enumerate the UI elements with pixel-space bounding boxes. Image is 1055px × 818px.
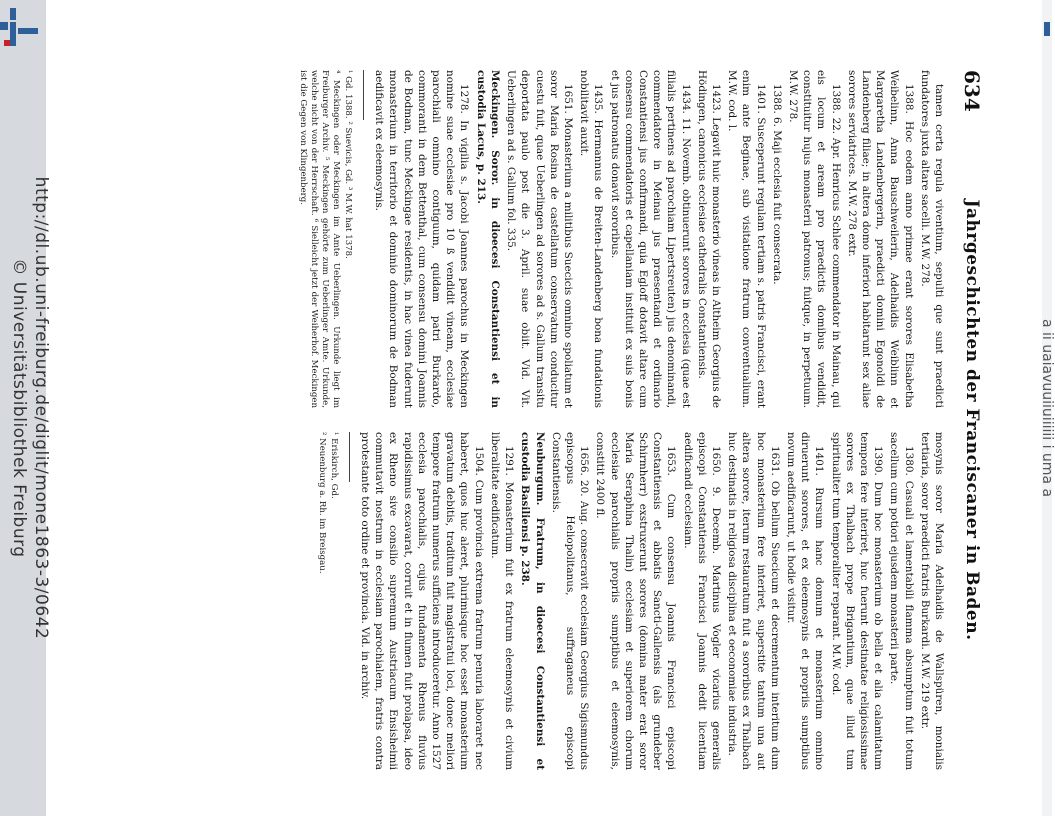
paragraph: tamen certa regula viventium, sepulti que sunt praedicti fundatores juxta altare sacelli. M.W. 278.: [918, 70, 945, 408]
paragraph: mosynis soror Maria Adelhaidis de Wallspüren, monialis tertiaria, soror praedicti fratris Burkardi. M.W. 219 extr.: [918, 432, 945, 770]
paragraph: 1435. Hermannus de Breiten-Landenberg bona fundationis nobilitavit auxit.: [578, 70, 605, 408]
footnote: ¹ Gd. 1388. ² Suevicis, Gd. ³ M.W. hat 1378.: [343, 70, 354, 259]
paragraph: 1651. Monasterium a militibus Suecicis omnino spoliatum et soror Maria Rosina de castellatum conservatum conducitur cuestu fuit, quae Ueberlingen ad sorores ad s. Gallum transitu deportata paulo post die 3. April. suae obiit. Vid. Vit. Ueberlingen ad s. Gallum fol. 335.: [505, 70, 574, 408]
paragraph: 1388. Hoc eodem anno primae erant sorores Elisabetha Weibelinn, Anna Bauschweilerin, Adelhaidis Weiblinn et Margaretha Landenbergerin, praedicti domini Egonoldi de Landenberg filiae; in altera domo inferiori habitarunt sex aliae sorores serviatrices. M.W. 278 extr.: [845, 70, 915, 408]
footnotes-right: [316, 432, 339, 770]
paragraph: 1650. 9. Decemb. Martinus Vogler vicarius generalis episcopi Constantiensis Francisci Joannis dedit licentiam aedificandi ecclesiam.: [681, 432, 722, 770]
scanned-page: [130, 60, 1000, 780]
footnote-rule: [363, 70, 364, 120]
page-number: 634: [960, 70, 984, 112]
paragraph: 1434. 11. Novemb. obtinuerunt sorores in ecclesia (quae est filialis pertinens ad parochiam Lipertsreuten) jus denominandi, commendatore in Meinau jus praesentandi et ordinario Constantiensi jus confirmandi, quia Egloff dotavit altare cum consensu commendatoris et capellaniam instituit ex suis bonis et jus patronatus donavit sororibus.: [608, 70, 692, 408]
paragraph: 1656. 20. Aug. consecravit ecclesiam Georgius Sigismundus episcopus Heliopolitanus, suffraganeus episcopi Constantiensis.: [549, 432, 591, 770]
clipped-margin-text: a ii uaiavuuiiuiiiiii i uma a: [1039, 318, 1055, 498]
paragraph: 1504. Cum provincia extrema fratrum penuria laboraret nec haberet, quos huc aleret, plurimisque hoc esset monasterium gravatum debitis, traditum fuit magistratui loci, donec meliori tempore fratrum numerus sufficiens introduceretur. Anno 1527 ecclesia parochialis, cujus fundamenta Rhenus fluvius rapidissimus excavarat, corruit et in flumen fuit prolapsa, ideo ex Rheno sive consilio supremum Austriacum Ensisheimii commutavit nostrum in ecclesiam parochialem, fratris contra protestante toto ordine et provincia. Vid. in archiv.: [359, 432, 485, 770]
section-heading: Meckingen. Soror. in dioecesi Constantiensi et in custodia Lacus, p. 213.: [474, 70, 501, 408]
paragraph: 1388. 22. Apr. Henricus Schlee commendator in Mainau, qui eis locum et aream pro praedictis domibus vendidit, constituitur hujus monasterii patronus; fuitque, in perpetuum. M.W. 278.: [786, 70, 842, 408]
footnote: ⁴ Meckingen oder Meckingen im Amte Ueberlingen. Urkunde liegt im Freiburger Archiv. ⁵ Meckingen gehörte zum Ueberlinger Amte. Urkunde, welche nicht von der Herrschaft. ⁶ Sielleicht jetzt der Weiherhof. Meckingen ist die Gegen von Klingenberg.: [298, 70, 342, 408]
paragraph: 1291. Monasterium fuit ex fratrum eleemosynis et civium liberalitate aedificatum.: [488, 432, 516, 770]
paragraph: 1401. Susceperunt regulam tertiam s. patris Francisci, erant enim ante Beginae, sub visitatione fratrum conventualium. M.W. cod. l.: [726, 70, 767, 408]
side-citation: [8, 0, 52, 818]
footnote: ¹ Eriskirch, Gd.: [328, 432, 339, 499]
section-heading: Neuburgum. Fratrum, in dioecesi Constantiensi et custodia Basiliensi p. 238.: [519, 432, 546, 770]
text-columns: [140, 70, 946, 770]
footnotes-left: [297, 70, 353, 408]
paragraph: 1401. Rursum hanc domum et monasterium omnino diruerunt sorores, et ex eleemosynis et propriis sumptibus novum aedificarunt, ut hodie visitur.: [784, 432, 826, 770]
footnote-rule: [349, 432, 350, 482]
permalink-url[interactable]: http://dl.ub.uni-freiburg.de/diglit/mone1863-3/0642: [31, 176, 51, 640]
paragraph: 1278. In vigilia s. Jacobi Joannes parochus in Meckingen nomine suae ecclesiae pro 10 ß vendidit vineam, ecclesiae parochiali omnino contiguum, quidam patri Burkardo, commoranti in dem Bettenthal, cum consensu domini Joannis de Bodman, tunc Meckingae residentis, in hac vinea fuderunt monasterium in territorio et dominio dominorum de Bodman aedificavit ex eleemosynis.: [373, 70, 471, 408]
copyright-notice: © Universitätsbibliothek Freiburg: [9, 258, 29, 558]
paragraph: 1653. Cum consensu Joannis Francisci episcopi Constantiensis et abbatis Sancti-Gallensis (als grundeber Schirmherr) exstruxerunt sorores (domina mater erat soror Maria Seraphina Thalin) ecclesiam et superiorem chorum ecclesiae parochialis propriis sumptibus et eleemosynis, constitit 2400 fl.: [594, 432, 678, 770]
paragraph: 1423. Legavit huic monasterio vineas in Altheim Georgius de Hödingen, canonicus ecclesiae cathedralis Constantiensis.: [695, 70, 722, 408]
paragraph: 1380. Casuali et lamentabili flamma absumptum fuit totum sacellum cum potiori ejusdem monasterii parte.: [888, 432, 915, 770]
right-column: [140, 432, 946, 770]
paragraph: 1388. 6. Maji ecclesia fuit consecrata.: [770, 84, 783, 285]
paragraph: 1390. Dum hoc monasterium ob bella et alia calamitatum tempora fere interiret, huc fuerunt destinatae religiosissimae sorores ex Thalbach prope Brigantium, quae illud tum spiritualiter tum temporaliter reparant. M.W. cod.: [829, 432, 885, 770]
footnote: ² Neuenburg a. Rh. im Breisgau.: [316, 432, 327, 574]
running-head: Jahrgeschichten der Franciscaner in Baden.: [962, 199, 982, 641]
paragraph: 1631. Ob bellum Suecicum et decrementum interitum dum hoc monasterium fere interiret, superstite tantum una aut altera sorore, iterum restauratum fuit a sororibus ex Thalbach huc destinatis in religiosa disciplina et oeconomiae industria.: [726, 432, 781, 770]
page-header: [950, 70, 990, 770]
left-toolbar: [0, 0, 51, 816]
left-column: [140, 70, 946, 408]
page-content: [140, 70, 990, 770]
